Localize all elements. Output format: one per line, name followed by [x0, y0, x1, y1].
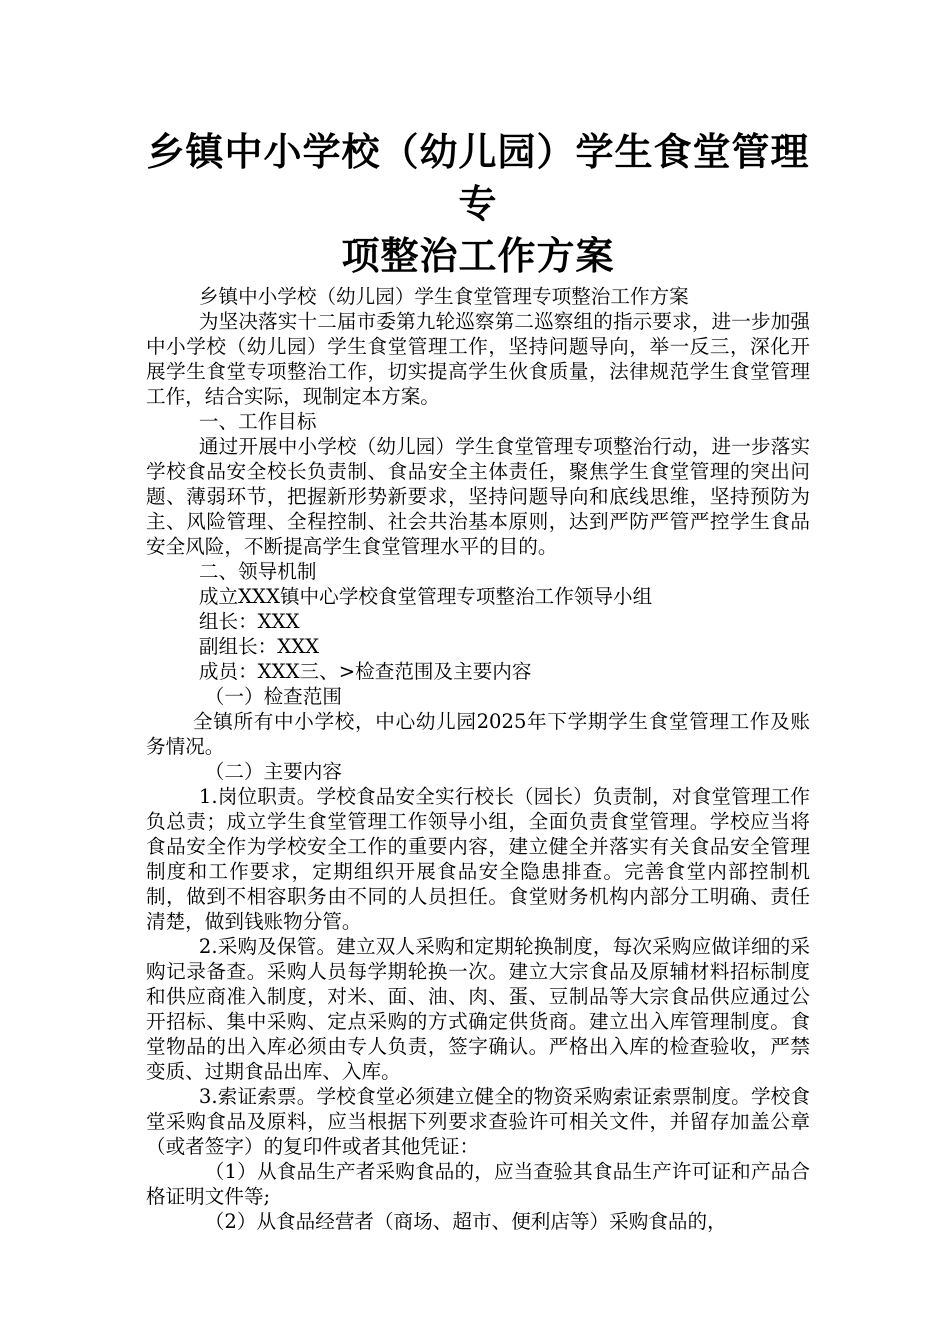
members-line: 成员：XXX三、>检查范围及主要内容 — [198, 660, 532, 683]
section-heading-goals: 一、工作目标 — [198, 410, 317, 433]
scope-paragraph: 全镇所有中小学校，中心幼儿园2025年下学期学生食堂管理工作及账务情况。 — [146, 710, 810, 758]
item-2-paragraph: 2.采购及保管。建立双人采购和定期轮换制度，每次采购应做详细的采购记录备查。采购人员每学期轮换一次。建立大宗食品及原辅材料招标制度和供应商准入制度，对米、面、油、肉、蛋、豆制品等大宗食品供应通过公开招标、集中采购、定点采购的方式确定供货商。建立出入库管理制度。食堂物品的出入库必须由专人负责，签字确认。严格出入库的检查验收，严禁变质、过期食品出库、入库。 — [146, 935, 810, 1083]
item-1-paragraph: 1.岗位职责。学校食品安全实行校长（园长）负责制，对食堂管理工作负总责；成立学生食堂管理工作领导小组，全面负责食堂管理。学校应当将食品安全作为学校安全工作的重要内容，建立健全并落实有关食品安全管理制度和工作要求，定期组织开展食品安全隐患排查。完善食堂内部控制机制，做到不相容职务由不同的人员担任。食堂财务机构内部分工明确、责任清楚，做到钱账物分管。 — [146, 785, 810, 933]
section-heading-leadership: 二、领导机制 — [198, 560, 317, 583]
subsection-heading-content: （二）主要内容 — [204, 760, 342, 783]
subtitle-paragraph: 乡镇中小学校（幼儿园）学生食堂管理专项整治工作方案 — [198, 285, 689, 308]
leader-line: 组长：XXX — [198, 610, 300, 633]
document-title — [146, 126, 810, 282]
title-line-1: 乡镇中小学校（幼儿园）学生食堂管理专 — [146, 129, 810, 226]
document-page — [146, 126, 810, 1234]
title-line-2: 项整治工作方案 — [341, 233, 615, 278]
deputy-leader-line: 副组长：XXX — [198, 635, 320, 658]
leadership-group-paragraph: 成立XXX镇中心学校食堂管理专项整治工作领导小组 — [198, 585, 653, 608]
subsection-heading-scope: （一）检查范围 — [204, 685, 342, 708]
goals-paragraph: 通过开展中小学校（幼儿园）学生食堂管理专项整治行动，进一步落实学校食品安全校长负责制、食品安全主体责任，聚焦学生食堂管理的突出问题、薄弱环节，把握新形势新要求，坚持问题导向和底线思维，坚持预防为主、风险管理、全程控制、社会共治基本原则，达到严防严管严控学生食品安全风险，不断提高学生食堂管理水平的目的。 — [146, 435, 810, 558]
item-3-sub-2-paragraph: （2）从食品经营者（商场、超市、便利店等）采购食品的， — [204, 1210, 727, 1233]
item-3-paragraph: 3.索证索票。学校食堂必须建立健全的物资采购索证索票制度。学校食堂采购食品及原料，应当根据下列要求查验许可相关文件，并留存加盖公章（或者签字）的复印件或者其他凭证： — [146, 1085, 810, 1158]
document-body — [146, 284, 810, 1234]
item-3-sub-1-paragraph: （1）从食品生产者采购食品的，应当查验其食品生产许可证和产品合格证明文件等; — [146, 1160, 810, 1208]
intro-paragraph: 为坚决落实十二届市委第九轮巡察第二巡察组的指示要求，进一步加强中小学校（幼儿园）学生食堂管理工作，坚持问题导向，举一反三，深化开展学生食堂专项整治工作，切实提高学生伙食质量，法律规范学生食堂管理工作，结合实际，现制定本方案。 — [146, 310, 810, 408]
